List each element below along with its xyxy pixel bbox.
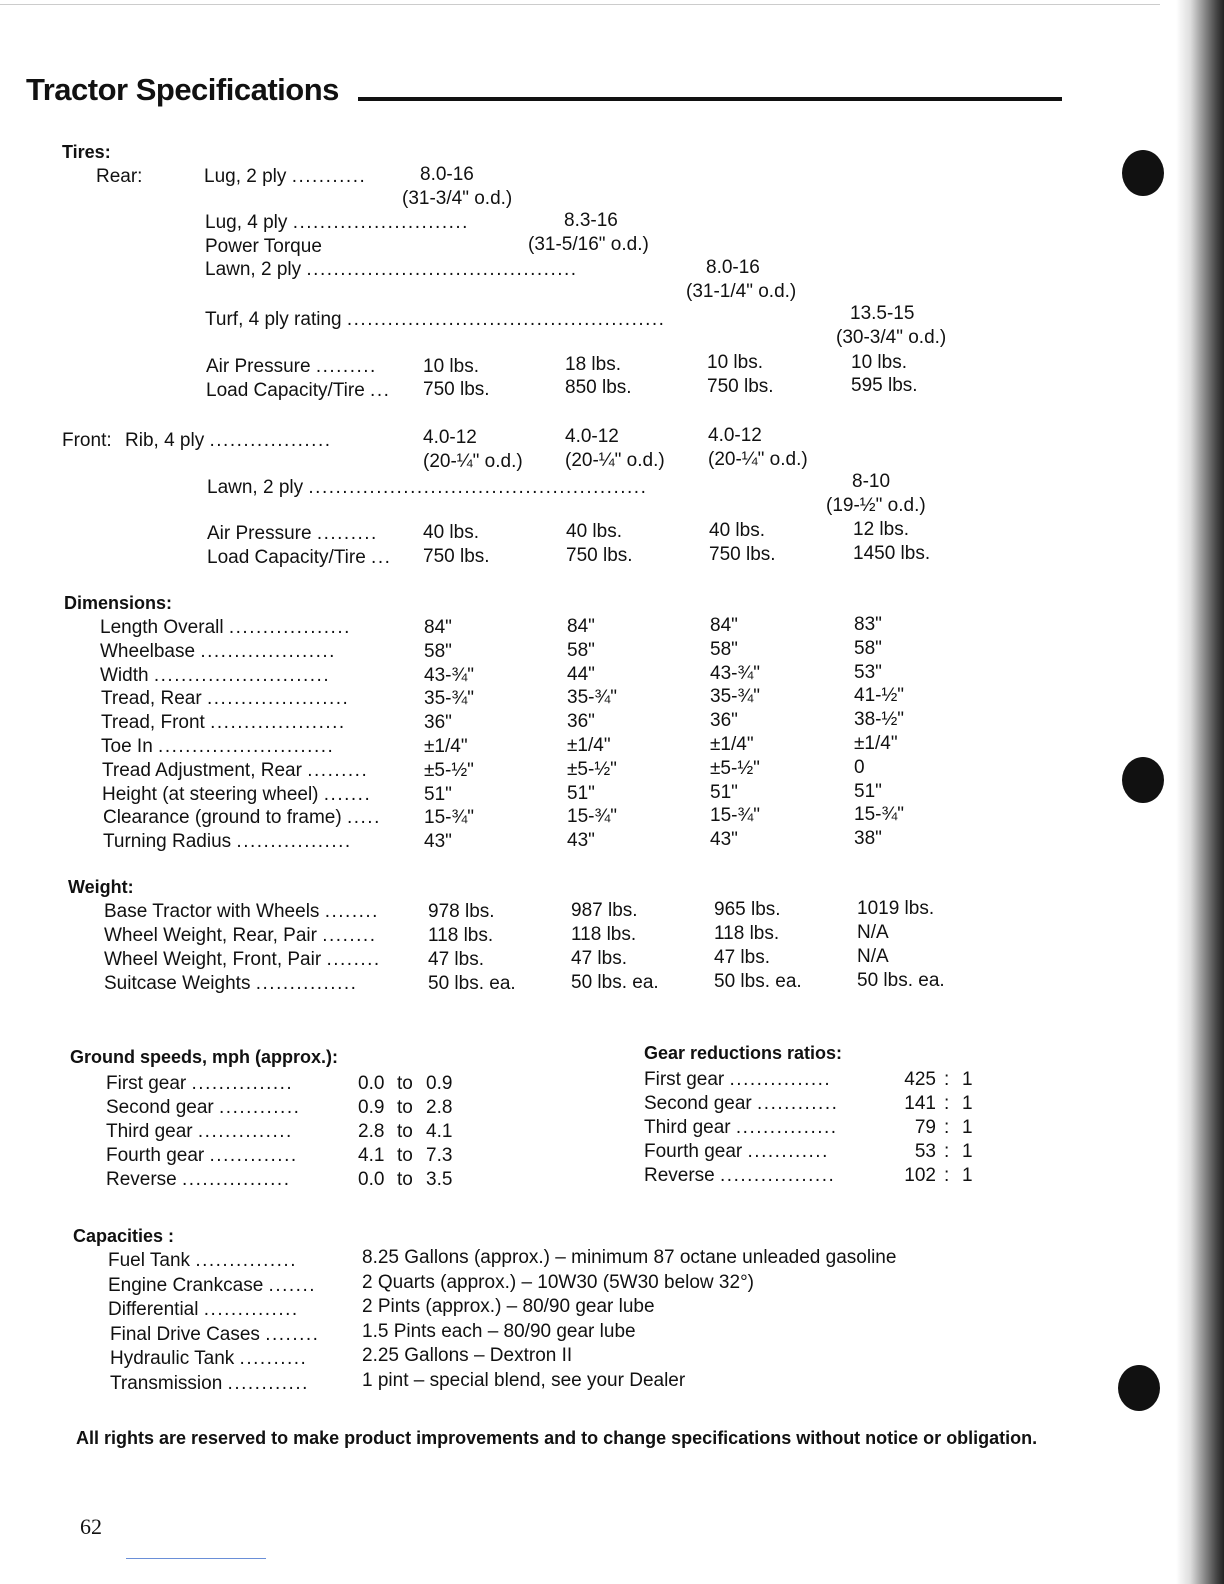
ratio-value: 102 — [904, 1165, 936, 1186]
tire-size: 4.0-12 — [708, 425, 762, 446]
weight-value: 978 lbs. — [428, 901, 495, 922]
weight-heading: Weight: — [68, 877, 134, 897]
weight-value: 50 lbs. ea. — [714, 971, 802, 992]
tire-od: (31-3/4" o.d.) — [402, 188, 513, 209]
speed-to: 7.3 — [426, 1145, 453, 1166]
dimension-value: 53" — [854, 661, 882, 683]
tire-size: 13.5-15 — [850, 303, 915, 324]
capacity-value: 1 pint – special blend, see your Dealer — [362, 1369, 686, 1391]
capacity-value: 8.25 Gallons (approx.) – minimum 87 octane unleaded gasoline — [362, 1247, 897, 1268]
dimension-value: 44" — [567, 663, 595, 685]
speed-to: 4.1 — [426, 1121, 453, 1142]
dimension-value: ±5-½" — [424, 759, 474, 781]
capacity-value: 2.25 Gallons – Dextron II — [362, 1345, 573, 1366]
value-cell: 750 lbs. — [709, 544, 776, 565]
speed-label: Fourth gear ............. — [106, 1145, 298, 1166]
speed-from: 2.8 — [358, 1121, 385, 1142]
front-label: Front: — [62, 430, 112, 451]
ratio-colon: : — [944, 1069, 950, 1090]
tire-size: 8.0-16 — [706, 257, 760, 278]
weight-value: 118 lbs. — [428, 925, 494, 946]
dimension-value: 84" — [567, 616, 595, 637]
dimension-value: 83" — [854, 614, 882, 635]
ratio-label: Third gear ............... — [644, 1117, 838, 1138]
speed-to-word: to — [397, 1097, 413, 1118]
ratio-colon: : — [944, 1093, 950, 1114]
dimension-label: Clearance (ground to frame) ..... — [103, 807, 381, 829]
dimension-value: ±5-½" — [567, 758, 617, 780]
dimension-value: 51" — [424, 783, 452, 805]
ratio-colon: : — [944, 1141, 950, 1162]
tires-heading: Tires: — [62, 142, 111, 162]
dimension-value: 36" — [567, 711, 595, 733]
dimension-value: 35-¾" — [424, 688, 475, 710]
page-title: Tractor Specifications — [26, 72, 339, 107]
air-pressure-label: Air Pressure ......... — [206, 356, 377, 377]
tire-size: 8.0-16 — [420, 164, 474, 185]
speed-from: 4.1 — [358, 1145, 385, 1166]
tire-od: (20-¼" o.d.) — [708, 449, 808, 470]
dimension-label: Tread, Front .................... — [101, 712, 346, 734]
rear-label: Rear: — [96, 166, 143, 187]
dimension-value: 15-¾" — [567, 806, 618, 828]
dimension-value: 51" — [854, 780, 882, 802]
value-cell: 850 lbs. — [565, 377, 632, 398]
weight-label: Wheel Weight, Rear, Pair ........ — [104, 925, 377, 946]
dimension-value: ±5-½" — [710, 757, 760, 779]
dimension-label: Length Overall .................. — [100, 617, 351, 638]
punch-hole-middle — [1122, 757, 1164, 803]
speed-to-word: to — [397, 1169, 413, 1190]
tire-size: 8-10 — [852, 471, 891, 492]
speed-to: 3.5 — [426, 1169, 453, 1190]
tire-row-label: Power Torque — [205, 236, 322, 257]
ratio-value: 79 — [914, 1117, 936, 1138]
dimensions-heading: Dimensions: — [64, 593, 173, 613]
value-cell: 40 lbs. — [709, 520, 765, 541]
value-cell: 595 lbs. — [851, 375, 918, 396]
value-cell: 1450 lbs. — [853, 543, 931, 564]
dimension-value: 38" — [854, 828, 882, 850]
value-cell: 750 lbs. — [423, 546, 490, 567]
value-cell: 18 lbs. — [565, 354, 621, 375]
ratio-one: 1 — [962, 1093, 973, 1114]
dimension-value: 51" — [567, 782, 595, 804]
dimension-label: Tread, Rear ..................... — [101, 688, 350, 710]
dimension-value: 35-¾" — [710, 686, 761, 708]
weight-value: 50 lbs. ea. — [428, 973, 516, 994]
dimension-value: 36" — [424, 712, 452, 734]
dimension-label: Turning Radius ................. — [103, 831, 352, 853]
speed-label: Third gear .............. — [106, 1121, 293, 1142]
speed-from: 0.0 — [358, 1073, 385, 1094]
weight-value: 118 lbs. — [714, 923, 780, 944]
dimension-label: Height (at steering wheel) ....... — [102, 783, 372, 805]
speed-to-word: to — [397, 1073, 413, 1094]
capacity-value: 2 Quarts (approx.) – 10W30 (5W30 below 32°) — [362, 1271, 754, 1293]
dimension-value: 15-¾" — [710, 805, 761, 827]
dimension-label: Wheelbase .................... — [100, 640, 336, 662]
ratio-one: 1 — [962, 1117, 973, 1138]
weight-value: 50 lbs. ea. — [857, 970, 945, 991]
gear-ratios-heading: Gear reductions ratios: — [644, 1043, 843, 1063]
value-cell: 12 lbs. — [853, 519, 909, 540]
capacity-label: Hydraulic Tank .......... — [110, 1348, 308, 1369]
speed-label: Reverse ................ — [106, 1169, 291, 1190]
top-edge-line — [0, 4, 1160, 5]
value-cell: 40 lbs. — [566, 521, 622, 542]
tire-row-label: Turf, 4 ply rating ............................................... — [205, 309, 666, 330]
dimension-label: Width .......................... — [100, 664, 331, 686]
dimension-value: 43" — [424, 831, 452, 853]
speed-to: 0.9 — [426, 1073, 453, 1094]
speed-to-word: to — [397, 1145, 413, 1166]
ratio-value: 425 — [904, 1069, 936, 1090]
dimension-value: 43" — [710, 829, 738, 851]
capacity-value: 1.5 Pints each – 80/90 gear lube — [362, 1320, 636, 1342]
value-cell: 750 lbs. — [423, 379, 490, 400]
ratio-label: Second gear ............ — [644, 1093, 839, 1114]
speed-from: 0.0 — [358, 1169, 385, 1190]
tire-size: 8.3-16 — [564, 210, 618, 231]
punch-hole-top — [1122, 150, 1164, 196]
tire-row-label: Lug, 4 ply .......................... — [205, 212, 469, 233]
tire-od: (31-5/16" o.d.) — [528, 234, 649, 255]
value-cell: 10 lbs. — [423, 356, 479, 377]
capacity-label: Engine Crankcase ....... — [108, 1274, 316, 1296]
ratio-label: First gear ............... — [644, 1069, 832, 1090]
capacity-label: Final Drive Cases ........ — [110, 1323, 320, 1345]
capacity-label: Differential .............. — [108, 1299, 299, 1320]
tire-od: (30-3/4" o.d.) — [836, 327, 947, 348]
weight-label: Wheel Weight, Front, Pair ........ — [104, 949, 381, 970]
value-cell: 10 lbs. — [851, 352, 907, 373]
tire-od: (20-¼" o.d.) — [423, 451, 523, 472]
ratio-colon: : — [944, 1165, 950, 1186]
weight-value: N/A — [857, 946, 889, 967]
binder-edge — [1176, 0, 1224, 1584]
value-cell: 10 lbs. — [707, 352, 763, 373]
load-capacity-label: Load Capacity/Tire ... — [206, 380, 391, 401]
dimension-value: 51" — [710, 781, 738, 803]
value-cell: 750 lbs. — [566, 545, 633, 566]
dimension-value: ±1/4" — [854, 733, 898, 754]
dimension-value: ±1/4" — [710, 734, 754, 755]
weight-value: 987 lbs. — [571, 900, 638, 921]
dimension-value: 35-¾" — [567, 687, 618, 709]
weight-value: 1019 lbs. — [857, 898, 935, 919]
page-number: 62 — [80, 1514, 102, 1539]
ratio-one: 1 — [962, 1165, 973, 1186]
speed-to: 2.8 — [426, 1097, 453, 1118]
dimension-label: Tread Adjustment, Rear ......... — [102, 759, 369, 781]
weight-value: N/A — [857, 922, 889, 943]
dimension-value: 0 — [854, 756, 865, 778]
weight-value: 50 lbs. ea. — [571, 972, 659, 993]
dimension-value: 58" — [424, 640, 452, 662]
tire-row-label: Lug, 2 ply ........... — [204, 166, 367, 187]
capacity-label: Transmission ............ — [110, 1372, 309, 1394]
tire-size: 4.0-12 — [565, 426, 619, 447]
dimension-value: 84" — [424, 617, 452, 638]
dimension-value: 43-¾" — [424, 664, 475, 686]
dimension-value: ±1/4" — [424, 736, 468, 757]
dimension-value: 15-¾" — [424, 807, 475, 829]
dimension-value: 36" — [710, 710, 738, 732]
tire-row-label: Lawn, 2 ply .................................................. — [207, 477, 648, 498]
dimension-value: 15-¾" — [854, 804, 905, 826]
tire-row-label: Lawn, 2 ply ........................................ — [205, 259, 578, 280]
dimension-value: 58" — [854, 637, 882, 659]
tire-size: 4.0-12 — [423, 427, 477, 448]
ratio-value: 141 — [904, 1093, 936, 1114]
weight-value: 965 lbs. — [714, 899, 781, 920]
ratio-colon: : — [944, 1117, 950, 1138]
capacity-value: 2 Pints (approx.) – 80/90 gear lube — [362, 1296, 655, 1317]
bottom-rule — [126, 1558, 266, 1559]
dimension-value: 84" — [710, 615, 738, 636]
rights-notice: All rights are reserved to make product improvements and to change specifications without notice or obligation. — [76, 1428, 1038, 1448]
dimension-value: 43" — [567, 830, 595, 852]
dimension-value: 58" — [567, 639, 595, 661]
title-rule — [358, 97, 1062, 101]
dimension-value: 58" — [710, 638, 738, 660]
ratio-label: Fourth gear ............ — [644, 1141, 829, 1162]
dimension-value: 43-¾" — [710, 662, 761, 684]
ground-speeds-heading: Ground speeds, mph (approx.): — [70, 1047, 339, 1067]
tire-od: (31-1/4" o.d.) — [686, 281, 797, 302]
capacity-label: Fuel Tank ............... — [108, 1250, 297, 1271]
capacities-heading: Capacities : — [73, 1226, 175, 1246]
weight-value: 47 lbs. — [571, 948, 627, 969]
speed-label: Second gear ............ — [106, 1097, 301, 1118]
speed-to-word: to — [397, 1121, 413, 1142]
dimension-value: 38-½" — [854, 709, 905, 731]
air-pressure-label: Air Pressure ......... — [207, 523, 378, 544]
punch-hole-bottom — [1118, 1365, 1160, 1411]
ratio-label: Reverse ................. — [644, 1165, 836, 1186]
dimension-value: 41-½" — [854, 685, 905, 707]
dimension-value: ±1/4" — [567, 735, 611, 756]
weight-value: 47 lbs. — [428, 949, 484, 970]
ratio-one: 1 — [962, 1141, 973, 1162]
dimension-label: Toe In .......................... — [101, 736, 335, 757]
weight-value: 47 lbs. — [714, 947, 770, 968]
weight-value: 118 lbs. — [571, 924, 637, 945]
tire-row-label: Rib, 4 ply .................. — [125, 430, 332, 451]
ratio-one: 1 — [962, 1069, 973, 1090]
speed-from: 0.9 — [358, 1097, 385, 1118]
weight-label: Suitcase Weights ............... — [104, 973, 358, 994]
speed-label: First gear ............... — [106, 1073, 294, 1094]
value-cell: 40 lbs. — [423, 522, 479, 543]
tire-od: (20-¼" o.d.) — [565, 450, 665, 471]
load-capacity-label: Load Capacity/Tire ... — [207, 547, 392, 568]
value-cell: 750 lbs. — [707, 376, 774, 397]
ratio-value: 53 — [914, 1141, 936, 1162]
tire-od: (19-½" o.d.) — [826, 495, 926, 516]
weight-label: Base Tractor with Wheels ........ — [104, 901, 379, 922]
